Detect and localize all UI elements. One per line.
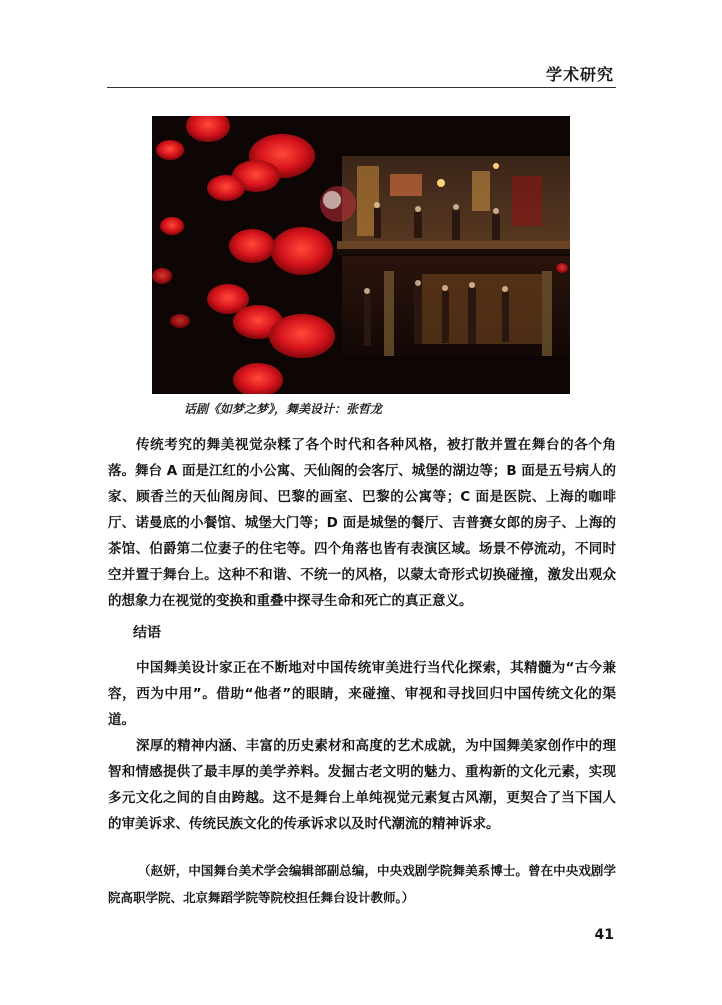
stage-photo — [152, 116, 570, 394]
body-paragraph-2: 中国舞美设计家正在不断地对中国传统审美进行当代化探索，其精髓为“古今兼容，西为中用”。借助“他者”的眼睛，来碰撞、审视和寻找回归中国传统文化的渠道。 — [108, 660, 616, 728]
figure-caption: 话剧《如梦之梦》，舞美设计：张哲龙 — [184, 402, 383, 416]
body-paragraph-3: 深厚的精神内涵、丰富的历史素材和高度的艺术成就，为中国舞美家创作中的理智和情感提供了最丰厚的美学养料。发掘古老文明的魅力、重构新的文化元素，实现多元文化之间的自由跨越。这不是舞台上单纯视觉元素复古风潮，更契合了当下国人的审美诉求、传统民族文化的传承诉求以及时代潮流的精神诉求。 — [108, 738, 616, 832]
running-header: 学术研究 — [545, 65, 614, 84]
author-note: （赵妍，中国舞台美术学会编辑部副总编，中央戏剧学院舞美系博士。曾在中央戏剧学院高职学院、北京舞蹈学院等院校担任舞台设计教师。） — [108, 863, 616, 905]
body-paragraph-1: 传统考究的舞美视觉杂糅了各个时代和各种风格，被打散并置在舞台的各个角落。舞台 A 面是江红的小公寓、天仙阁的会客厅、城堡的湖边等；B 面是五号病人的家、顾香兰的天仙阁房间、巴黎的画室、巴黎的公寓等；C 面是医院、上海的咖啡厅、诺曼底的小餐馆、城堡大门等；D 面是城堡的餐厅、吉普赛女郎的房子、上海的茶馆、伯爵第二位妻子的住宅等。四个角落也皆有表演区域。场景不停流动，不同时空并置于舞台上。这种不和谐、不统一的风格，以蒙太奇形式切换碰撞，激发出观众的想象力在视觉的变换和重叠中探寻生命和死亡的真正意义。 — [108, 437, 616, 609]
header-rule — [107, 87, 616, 88]
stage-photo-illustration — [152, 116, 570, 394]
section-heading: 结语 — [133, 625, 161, 641]
page-number: 41 — [594, 927, 614, 943]
